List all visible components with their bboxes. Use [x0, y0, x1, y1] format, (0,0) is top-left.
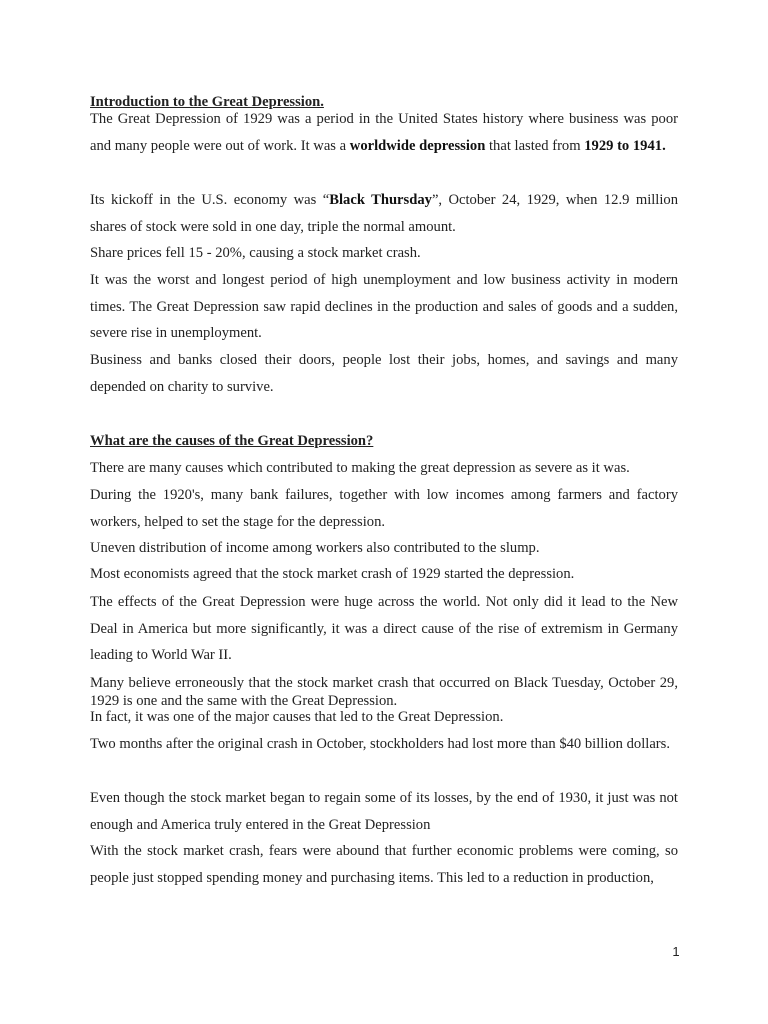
- bold-text: worldwide depression: [349, 137, 486, 154]
- paragraph-text: ”, October 24, 1929, when 12.9 million shares of stock were sold in one day, triple the normal amount.: [90, 192, 679, 235]
- paragraph: Most economists agreed that the stock market crash of 1929 started the depression.: [90, 566, 575, 582]
- paragraph: Business and banks closed their doors, people lost their jobs, homes, and savings and many depended on charity to survive.: [90, 352, 678, 395]
- bold-text: 1929 to 1941.: [584, 137, 666, 154]
- section-heading-causes: What are the causes of the Great Depression?: [90, 433, 374, 449]
- bold-text: Black Thursday: [329, 192, 432, 208]
- paragraph-text: that lasted from: [485, 137, 585, 154]
- paragraph: Two months after the original crash in October, stockholders had lost more than $40 billion dollars.: [90, 736, 670, 752]
- paragraph: During the 1920's, many bank failures, together with low incomes among farmers and factory workers, helped to set the stage for the depression.: [90, 487, 678, 530]
- paragraph-text: The Great Depression of 1929 was a period in the United States history where business was poor and many people were out of work. It was a: [90, 111, 678, 154]
- section-heading-introduction: Introduction to the Great Depression.: [90, 94, 324, 110]
- paragraph: The effects of the Great Depression were huge across the world. Not only did it lead to the New Deal in America but more significantly, it was a direct cause of the rise of extremism in Germany leading to World War II.: [90, 594, 678, 664]
- paragraph: Even though the stock market began to regain some of its losses, by the end of 1930, it just was not enough and America truly entered in the Great Depression: [90, 790, 678, 833]
- paragraph: Share prices fell 15 - 20%, causing a stock market crash.: [90, 245, 421, 261]
- paragraph: With the stock market crash, fears were abound that further economic problems were coming, so people just stopped spending money and purchasing items. This led to a reduction in production,: [90, 843, 678, 886]
- paragraph: [90, 106, 678, 159]
- paragraph: There are many causes which contributed to making the great depression as severe as it was.: [90, 460, 630, 476]
- paragraph: [90, 187, 678, 240]
- paragraph: Many believe erroneously that the stock market crash that occurred on Black Tuesday, October 29, 1929 is one and the same with the Great Depression.: [90, 675, 678, 709]
- page-number: 1: [672, 944, 680, 959]
- paragraph: In fact, it was one of the major causes that led to the Great Depression.: [90, 709, 504, 725]
- paragraph: It was the worst and longest period of high unemployment and low business activity in modern times. The Great Depression saw rapid declines in the production and sales of goods and a sudden, severe rise in unemployment.: [90, 272, 678, 342]
- paragraph-text: Its kickoff in the U.S. economy was “: [90, 192, 330, 208]
- paragraph: Uneven distribution of income among workers also contributed to the slump.: [90, 540, 540, 556]
